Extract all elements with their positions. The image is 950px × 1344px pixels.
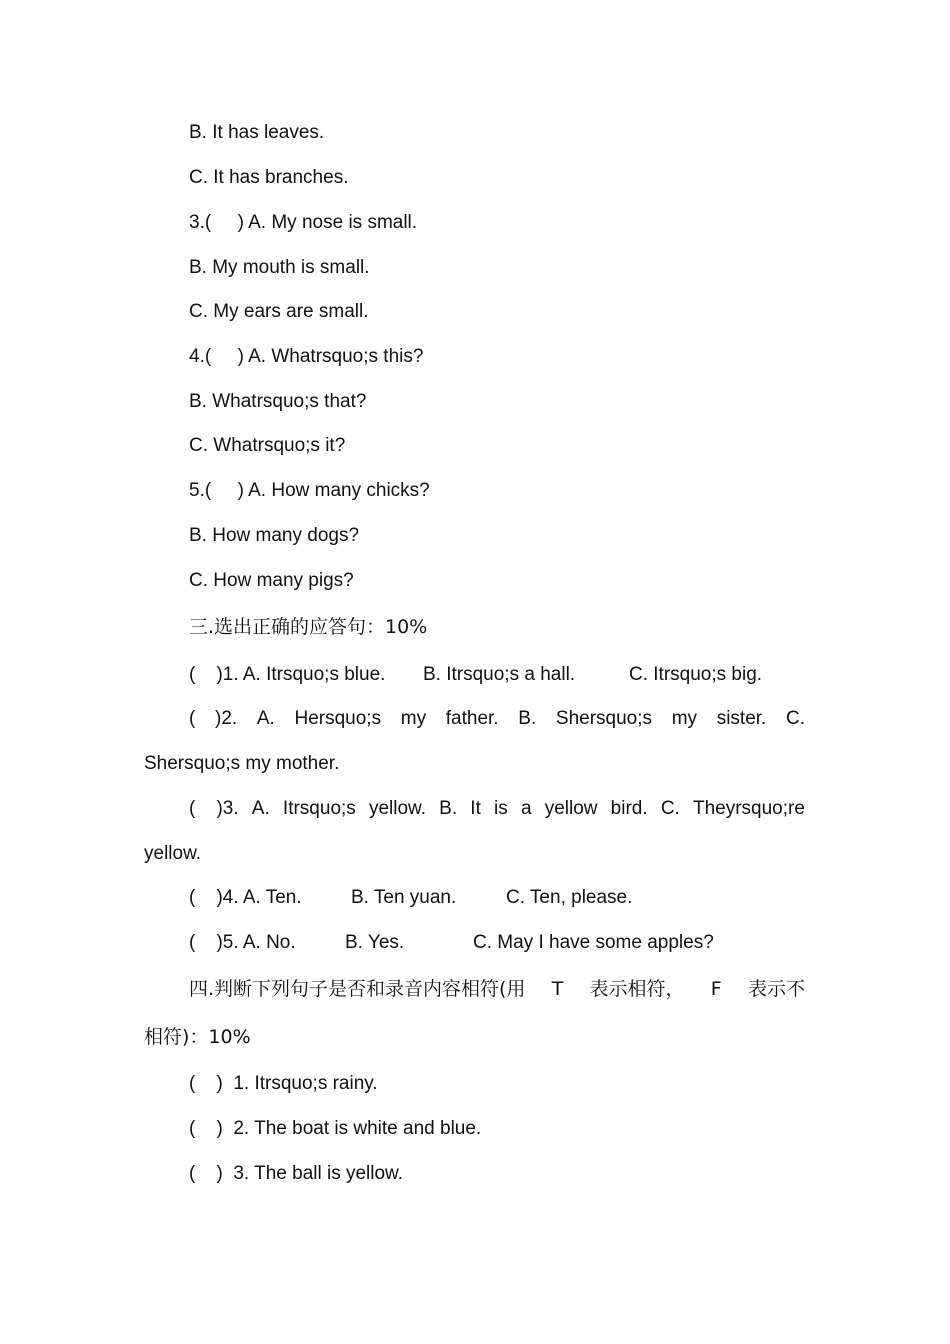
word: sister.	[716, 708, 767, 729]
word: yellow	[544, 798, 598, 819]
word: )2.	[215, 708, 238, 729]
question-line	[189, 707, 805, 731]
option-text: B. Whatrsquo;s that?	[189, 391, 367, 412]
statement-line: ( ) 3. The ball is yellow.	[189, 1163, 404, 1184]
word: father.	[445, 708, 499, 729]
section-heading-continued: 相符)：10%	[144, 1026, 251, 1048]
heading-part: 表示不	[747, 978, 805, 1000]
option-text: B. Ten yuan.	[351, 887, 457, 908]
option-text: Shersquo;s my mother.	[144, 753, 340, 774]
word: C.	[785, 708, 805, 729]
word: B.	[439, 798, 458, 819]
question-line: 4.( ) A. Whatrsquo;s this?	[189, 346, 424, 367]
heading-part: 表示相符，	[589, 978, 685, 1000]
option-text: B. Itrsquo;s a hall.	[423, 664, 576, 685]
question-line: ( )1. A. Itrsquo;s blue.	[189, 664, 386, 685]
heading-part: T	[551, 978, 564, 1000]
word: A.	[251, 798, 270, 819]
option-text: B. My mouth is small.	[189, 257, 370, 278]
word: B.	[518, 708, 537, 729]
word: yellow.	[368, 798, 426, 819]
question-line	[189, 797, 805, 821]
option-text: yellow.	[144, 843, 202, 864]
option-text: C. It has branches.	[189, 167, 349, 188]
heading-part: F	[710, 978, 722, 1000]
word: is	[494, 798, 508, 819]
question-line: ( )5. A. No.	[189, 932, 296, 953]
word: ( )3.	[189, 798, 239, 819]
word: a	[520, 798, 532, 819]
heading-part: 四.判断下列句子是否和录音内容相符(用	[189, 978, 526, 1000]
word: Hersquo;s	[294, 708, 382, 729]
word: (	[189, 708, 196, 729]
question-line: 5.( ) A. How many chicks?	[189, 480, 430, 501]
word: bird.	[610, 798, 648, 819]
statement-line: ( ) 1. Itrsquo;s rainy.	[189, 1073, 378, 1094]
section-heading: 三.选出正确的应答句：10%	[189, 616, 428, 638]
word: Itrsquo;s	[282, 798, 356, 819]
option-text: C. May I have some apples?	[473, 932, 714, 953]
option-text: B. It has leaves.	[189, 122, 325, 143]
section-heading	[189, 977, 805, 1001]
option-text: C. Itrsquo;s big.	[629, 664, 763, 685]
option-text: B. Yes.	[345, 932, 405, 953]
word: my	[671, 708, 698, 729]
word: my	[400, 708, 427, 729]
word: A.	[256, 708, 275, 729]
option-text: B. How many dogs?	[189, 525, 360, 546]
question-line: 3.( ) A. My nose is small.	[189, 212, 418, 233]
word: Shersquo;s	[555, 708, 653, 729]
option-text: C. Ten, please.	[506, 887, 633, 908]
statement-line: ( ) 2. The boat is white and blue.	[189, 1118, 482, 1139]
option-text: C. How many pigs?	[189, 570, 354, 591]
word: It	[470, 798, 481, 819]
option-text: C. My ears are small.	[189, 301, 369, 322]
question-line: ( )4. A. Ten.	[189, 887, 302, 908]
option-text: C. Whatrsquo;s it?	[189, 435, 346, 456]
word: C.	[660, 798, 680, 819]
word: Theyrsquo;re	[692, 798, 805, 819]
